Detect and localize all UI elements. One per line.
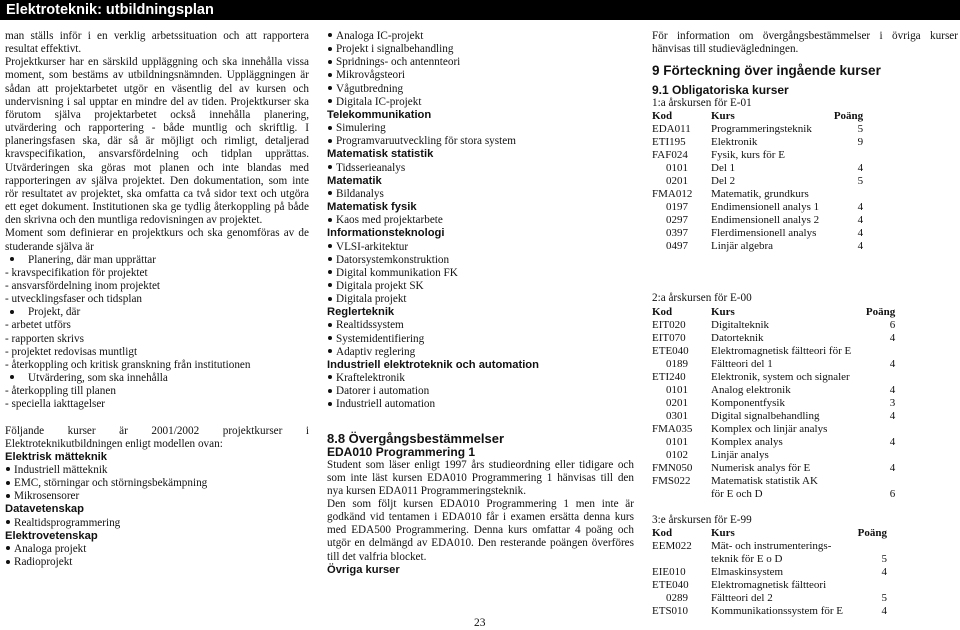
list-item [327, 372, 634, 385]
bullet-icon [328, 323, 332, 327]
list-item-text: Tidsserieanalys [336, 161, 406, 174]
paragraph: man ställs inför i en verklig arbetssituation och att rapportera resultat effektivt. [5, 30, 309, 56]
cell-p: 4 [889, 435, 896, 448]
cell-kurs: Flerdimensionell analys [711, 227, 817, 240]
moment-heading [5, 254, 309, 267]
cell-kod: 0102 [666, 448, 688, 461]
bullet-icon [328, 86, 332, 90]
bullet-icon [328, 73, 332, 77]
subsection-heading: 9.1 Obligatoriska kurser [652, 83, 789, 98]
cell-kurs: Elektronik [711, 136, 758, 149]
list-item [327, 398, 634, 411]
bullet-icon [328, 165, 332, 169]
list-item-text: Realtidsprogrammering [14, 516, 121, 529]
list-item [327, 83, 634, 96]
cell-p: 4 [889, 409, 896, 422]
section-title: Matematisk statistik [327, 148, 434, 161]
cell-kurs: Komplex analys [711, 435, 783, 448]
table-row [652, 201, 863, 214]
cell-kod: 0289 [666, 591, 688, 604]
dash-item-text: utvecklingsfaser och tidsplan [11, 293, 143, 306]
cell-p: 5 [857, 175, 864, 188]
table-row [652, 371, 895, 384]
col-header-kod: Kod [652, 110, 673, 123]
table-row [652, 592, 887, 605]
bullet-icon [328, 47, 332, 51]
list-item-text: Systemidentifiering [336, 332, 425, 345]
cell-p [851, 345, 895, 358]
bullet-icon [10, 375, 14, 379]
section-title: Matematisk fysik [327, 201, 417, 214]
dash-item-text: arbetet utförs [11, 319, 71, 332]
cell-kurs: Digital signalbehandling [711, 409, 820, 422]
section-title: Reglerteknik [327, 306, 395, 319]
cell-kod: 0201 [666, 396, 688, 409]
list-item-text: Digitala projekt SK [336, 279, 424, 292]
bullet-icon [6, 546, 10, 550]
dash-item: - återkoppling och kritisk granskning från institutionen [5, 358, 251, 371]
cell-p: 4 [857, 162, 864, 175]
bullet-icon [6, 467, 10, 471]
dash-item: - rapporten skrivs [5, 332, 84, 345]
table-row [652, 332, 895, 345]
table-row [652, 319, 895, 332]
cell-p: 4 [857, 227, 864, 240]
cell-kurs: Komplex och linjär analys [711, 422, 828, 435]
cell-kod: ETE040 [652, 578, 689, 591]
table-row [652, 384, 895, 397]
table-row [652, 214, 863, 227]
dash-item-text: rapporten skrivs [11, 332, 84, 345]
cell-kod: ETS010 [652, 604, 689, 617]
dash-item-text: ansvarsfördelning inom projektet [11, 279, 161, 292]
cell-kod: EIT020 [652, 318, 686, 331]
col-header-kod: Kod [652, 305, 673, 318]
cell-p: 6 [889, 318, 896, 331]
cell-kod: ETI195 [652, 136, 686, 149]
list-item [327, 30, 634, 43]
list-item [327, 96, 634, 109]
list-item-text: Adaptiv reglering [336, 345, 416, 358]
dash-item-text: återkoppling och kritisk granskning från institutionen [11, 358, 251, 371]
table-row [652, 175, 863, 188]
paragraph: Student som läser enligt 1997 års studieordning eller tidigare och som inte läst kursen EDA010 Programmering 1 hänvisas till den nya kursen EDA011 Programmeringsteknik. [327, 458, 634, 497]
cell-p: 5 [881, 552, 887, 565]
cell-p: 4 [857, 201, 864, 214]
course-table [652, 306, 895, 501]
bullet-list [327, 188, 634, 201]
table-row [652, 227, 863, 240]
bullet-icon [328, 402, 332, 406]
dash-item: - arbetet utförs [5, 319, 71, 332]
list-item-text: Digitala IC-projekt [336, 95, 422, 108]
cell-kod: 0189 [666, 357, 688, 370]
cell-kod: 0101 [666, 162, 688, 175]
cell-p: 4 [889, 461, 896, 474]
dash-item: - återkoppling till planen [5, 385, 116, 398]
list-item [5, 556, 309, 569]
cell-kod: FAF024 [652, 149, 688, 162]
cell-p: 5 [881, 591, 887, 604]
paragraph: Följande kurser är 2001/2002 projektkurser i Elektroteknikutbildningen enligt modellen ovan: [5, 424, 309, 450]
bullet-icon [10, 310, 14, 314]
cell-kurs: Elektromagnetisk fältteori för E [711, 344, 852, 357]
cell-kurs: Endimensionell analys 2 [711, 214, 820, 227]
list-item-text: Kaos med projektarbete [336, 214, 443, 227]
bullet-list [327, 214, 634, 227]
cell-kurs: Elektromagnetisk fältteori [711, 578, 827, 591]
table-row [652, 358, 895, 371]
cell-kurs: Linjär analys [711, 448, 769, 461]
cell-kurs: för E och D [711, 487, 763, 500]
table-row [652, 423, 895, 436]
cell-kod: FMA012 [652, 188, 693, 201]
bullet-icon [328, 126, 332, 130]
bullet-icon [328, 60, 332, 64]
list-item-text: Digitala projekt [336, 293, 407, 306]
bullet-list [327, 122, 634, 148]
year-label: 1:a årskursen för E-01 [652, 97, 752, 110]
cell-kod: 0197 [666, 201, 688, 214]
dash-item-text: återkoppling till planen [11, 385, 116, 398]
cell-kurs: Numerisk analys för E [711, 461, 811, 474]
list-item [327, 346, 634, 359]
table-row [652, 397, 895, 410]
table-row [652, 553, 887, 566]
list-item [5, 543, 309, 556]
cell-p [843, 540, 887, 553]
moment-heading [5, 372, 309, 385]
cell-kod: ETI240 [652, 370, 686, 383]
cell-kurs: Elektronik, system och signaler [711, 370, 850, 383]
bullet-icon [328, 283, 332, 287]
list-item [5, 477, 309, 490]
bullet-list [5, 543, 309, 569]
bullet-list [327, 319, 634, 358]
cell-kod: FMN050 [652, 461, 693, 474]
bullet-icon [328, 218, 332, 222]
cell-p: 5 [857, 123, 864, 136]
list-item [327, 135, 634, 148]
cell-kurs: Kommunikationssystem för E [711, 604, 843, 617]
moment-heading-text: Utvärdering, som ska innehålla [28, 372, 168, 385]
bullet-list [5, 464, 309, 503]
bullet-list [5, 517, 309, 530]
cell-kurs: Del 1 [711, 162, 736, 175]
moment-heading-text: Planering, där man upprättar [28, 253, 156, 266]
list-item-text: Analoga IC-projekt [336, 30, 424, 42]
cell-kod: EIT070 [652, 331, 686, 344]
list-item [327, 293, 634, 306]
paragraph: Den som följt kursen EDA010 Programmering 1 men inte är godkänd vid tentamen i EDA010 får i examen ersätta denna kurs med EDA500 Programmering. Denna kurs omfattar 4 poäng och utgör en delmängd av EDA010. Den resterande poängen överföres till det valfria blocket. [327, 498, 634, 563]
bullet-icon [328, 99, 332, 103]
bullet-icon [10, 257, 14, 261]
cell-p: 4 [881, 604, 887, 617]
cell-kurs: Endimensionell analys 1 [711, 201, 820, 214]
table-row [652, 149, 863, 162]
column-middle [327, 30, 634, 577]
list-item [327, 214, 634, 227]
subsection-heading: EDA010 Programmering 1 [327, 444, 476, 459]
table-row [652, 579, 887, 592]
list-item [327, 333, 634, 346]
cell-kod: 0497 [666, 240, 688, 253]
cell-kurs: Linjär algebra [711, 240, 773, 253]
table-row [652, 436, 895, 449]
year-label: 3:e årskursen för E-99 [652, 513, 752, 526]
list-item-text: Analoga projekt [14, 542, 87, 555]
table-row [652, 462, 895, 475]
cell-p: 4 [881, 565, 887, 578]
cell-kurs: Elmaskinsystem [711, 565, 784, 578]
header-title: Elektroteknik: utbildningsplan [6, 2, 214, 18]
column-left [5, 30, 309, 569]
list-item [5, 490, 309, 503]
cell-kurs: Datorteknik [711, 331, 764, 344]
bullet-icon [6, 494, 10, 498]
table-row [652, 475, 895, 488]
cell-p [819, 149, 863, 162]
col-header-poang: Poäng [857, 526, 887, 539]
list-item [327, 162, 634, 175]
page-header [0, 0, 960, 20]
cell-kod [652, 488, 711, 501]
list-item-text: VLSI-arkitektur [336, 240, 409, 253]
cell-p [851, 371, 895, 384]
list-item [327, 280, 634, 293]
table-row [652, 136, 863, 149]
course-table [652, 527, 887, 618]
list-item-text: Spridnings- och antennteori [336, 56, 461, 69]
list-item-text: Digital kommunikation FK [336, 266, 458, 279]
project-moment-list [5, 254, 309, 412]
cell-kod: 0201 [666, 175, 688, 188]
cell-kod: EDA011 [652, 123, 691, 136]
bullet-icon [328, 270, 332, 274]
cell-p: 4 [889, 331, 896, 344]
course-sections [327, 109, 634, 412]
bullet-list [327, 162, 634, 175]
cell-p [851, 423, 895, 436]
table-row [652, 188, 863, 201]
course-table [652, 110, 863, 253]
cell-kod: 0101 [666, 383, 688, 396]
cell-kod: 0297 [666, 214, 688, 227]
list-item [327, 122, 634, 135]
list-item-text: Radioprojekt [14, 556, 73, 569]
bullet-icon [328, 375, 332, 379]
cell-kurs: Analog elektronik [711, 383, 791, 396]
cell-p: 4 [889, 383, 896, 396]
cell-p [843, 579, 887, 592]
list-item [327, 267, 634, 280]
list-item [327, 69, 634, 82]
cell-kurs: Komponentfysik [711, 396, 785, 409]
section-title: Elektrisk mätteknik [5, 450, 107, 463]
moment-heading [5, 306, 309, 319]
cell-kod: 0101 [666, 435, 688, 448]
list-item-text: Mikrosensorer [14, 490, 80, 503]
section-title: Datavetenskap [5, 503, 84, 516]
table-row [652, 410, 895, 423]
table-row [652, 123, 863, 136]
paragraph: För information om övergångsbestämmelser i övriga kurser hänvisas till studievägledningen. [652, 30, 958, 56]
cell-kurs: teknik för E o D [711, 552, 783, 565]
paragraph: Projektkurser har en särskild uppläggning och ska innehålla vissa moment, som bestäms av utbildningsnämnden. Uppläggningen är sådan att projektarbetet utgör en väsentlig del av kursen och undervisning i sal upptar en mindre del av tiden. Projektkurser ska förutom själva projektarbetet också innehålla planering, utvärdering och rapportering - både muntlig och skriftlig. I planeringsfasen ska, där så är möjligt och rimligt, detaljerad kravspecifikation, ansvarsfördelning och tidplan upprättas. Utvärderingen ska göras mot planen och inte blandas med rapporteringen av själva projektet. Den dokumentation, som inte rör resultatet av projektet, ska omfatta ca två sidor text och utgöra ett eget dokument. Institutionen ska ge tydlig återkoppling på både den skrivna och den muntliga redovisningen av projektet. [5, 56, 309, 227]
cell-p [851, 475, 895, 488]
cell-p [851, 449, 895, 462]
list-item [327, 56, 634, 69]
dash-item: - kravspecifikation för projektet [5, 266, 148, 279]
dash-item-text: speciella iakttagelser [11, 398, 106, 411]
cell-kurs: Matematik, grundkurs [711, 188, 809, 201]
list-item [327, 254, 634, 267]
list-item-text: Simulering [336, 122, 386, 135]
bullet-list [327, 372, 634, 411]
col-header-poang: Poäng [833, 110, 864, 123]
list-item [5, 517, 309, 530]
section-heading: 8.8 Övergångsbestämmelser [327, 430, 505, 446]
cell-kurs: Del 2 [711, 175, 736, 188]
list-item-text: Bildanalys [336, 187, 384, 200]
col-header-kurs: Kurs [711, 526, 735, 539]
moment-heading-text: Projekt, där [28, 306, 81, 319]
list-item [5, 464, 309, 477]
cell-p: 9 [857, 136, 864, 149]
table-row [652, 488, 895, 501]
cell-kurs: Fysik, kurs för E [711, 149, 785, 162]
list-item-text: Industriell automation [336, 398, 436, 411]
col-header-kurs: Kurs [711, 110, 735, 123]
list-item-text: Datorsystemkonstruktion [336, 253, 450, 266]
col-header-kod: Kod [652, 526, 673, 539]
list-item [327, 188, 634, 201]
cell-kurs: Matematisk statistik AK [711, 474, 818, 487]
cell-kod: EIE010 [652, 565, 686, 578]
column-right [652, 30, 958, 618]
table-row [652, 449, 895, 462]
dash-item-text: projektet redovisas muntligt [11, 345, 138, 358]
list-item-text: Datorer i automation [336, 385, 430, 398]
bullet-icon [328, 33, 332, 37]
cell-kurs: Digitalteknik [711, 318, 770, 331]
table-row [652, 540, 887, 553]
table-row [652, 345, 895, 358]
dash-item: - projektet redovisas muntligt [5, 345, 138, 358]
bullet-icon [6, 560, 10, 564]
cell-p: 4 [889, 357, 896, 370]
cell-p: 4 [857, 240, 864, 253]
cell-kod [652, 553, 711, 566]
bullet-icon [328, 336, 332, 340]
list-item [327, 241, 634, 254]
list-item-text: Kraftelektronik [336, 372, 405, 385]
section-title: Industriell elektroteknik och automation [327, 358, 539, 371]
bullet-icon [6, 481, 10, 485]
cell-kod: FMA035 [652, 422, 693, 435]
cell-kurs: Fältteori del 2 [711, 591, 773, 604]
page-number: 23 [474, 617, 486, 629]
list-item [327, 385, 634, 398]
section-title: Matematik [327, 174, 382, 187]
cell-kod: 0397 [666, 227, 688, 240]
section-title: Informationsteknologi [327, 227, 445, 240]
section-heading: 9 Förteckning över ingående kurser [652, 63, 881, 79]
list-item-text: Realtidssystem [336, 319, 404, 332]
cell-p: 4 [857, 214, 864, 227]
cell-p: 6 [889, 487, 896, 500]
table-row [652, 566, 887, 579]
table-row [652, 240, 863, 253]
list-item-text: Programvaruutveckling för stora system [336, 135, 516, 148]
list-item-text: Vågutbredning [336, 82, 404, 95]
bullet-list [327, 241, 634, 307]
paragraph: Moment som definierar en projektkurs och ska genomföras av de studerande själva är [5, 227, 309, 253]
section-title: Telekommunikation [327, 108, 432, 121]
list-item [327, 43, 634, 56]
list-item-text: Projekt i signalbehandling [336, 43, 454, 56]
cell-kurs: Mät- och instrumenterings- [711, 539, 832, 552]
bullet-icon [6, 520, 10, 524]
bullet-icon [328, 297, 332, 301]
dash-item: - utvecklingsfaser och tidsplan [5, 293, 143, 306]
bullet-icon [328, 139, 332, 143]
cell-kurs: Programmeringsteknik [711, 123, 812, 136]
bullet-icon [328, 257, 332, 261]
list-item-text: Mikrovågsteori [336, 69, 405, 82]
cell-p [819, 188, 863, 201]
table-row [652, 162, 863, 175]
cell-p: 3 [889, 396, 896, 409]
dash-item-text: kravspecifikation för projektet [11, 266, 148, 279]
cell-kod: EEM022 [652, 539, 692, 552]
cell-kod: FMS022 [652, 474, 691, 487]
col-header-poang: Poäng [865, 305, 896, 318]
section-title: Elektrovetenskap [5, 529, 98, 542]
cell-kod: 0301 [666, 409, 688, 422]
section-title: Övriga kurser [327, 563, 400, 576]
dash-item: - ansvarsfördelning inom projektet [5, 279, 161, 292]
table-row [652, 605, 887, 618]
bullet-icon [328, 349, 332, 353]
bullet-icon [328, 191, 332, 195]
cell-kurs: Fältteori del 1 [711, 357, 773, 370]
bullet-list [327, 30, 634, 109]
bullet-icon [328, 389, 332, 393]
col-header-kurs: Kurs [711, 305, 735, 318]
cell-kod: ETE040 [652, 344, 689, 357]
list-item-text: EMC, störningar och störningsbekämpning [14, 477, 208, 490]
list-item-text: Industriell mätteknik [14, 464, 108, 476]
bullet-icon [328, 244, 332, 248]
dash-item: - speciella iakttagelser [5, 398, 106, 411]
year-label: 2:a årskursen för E-00 [652, 292, 752, 305]
list-item [327, 319, 634, 332]
